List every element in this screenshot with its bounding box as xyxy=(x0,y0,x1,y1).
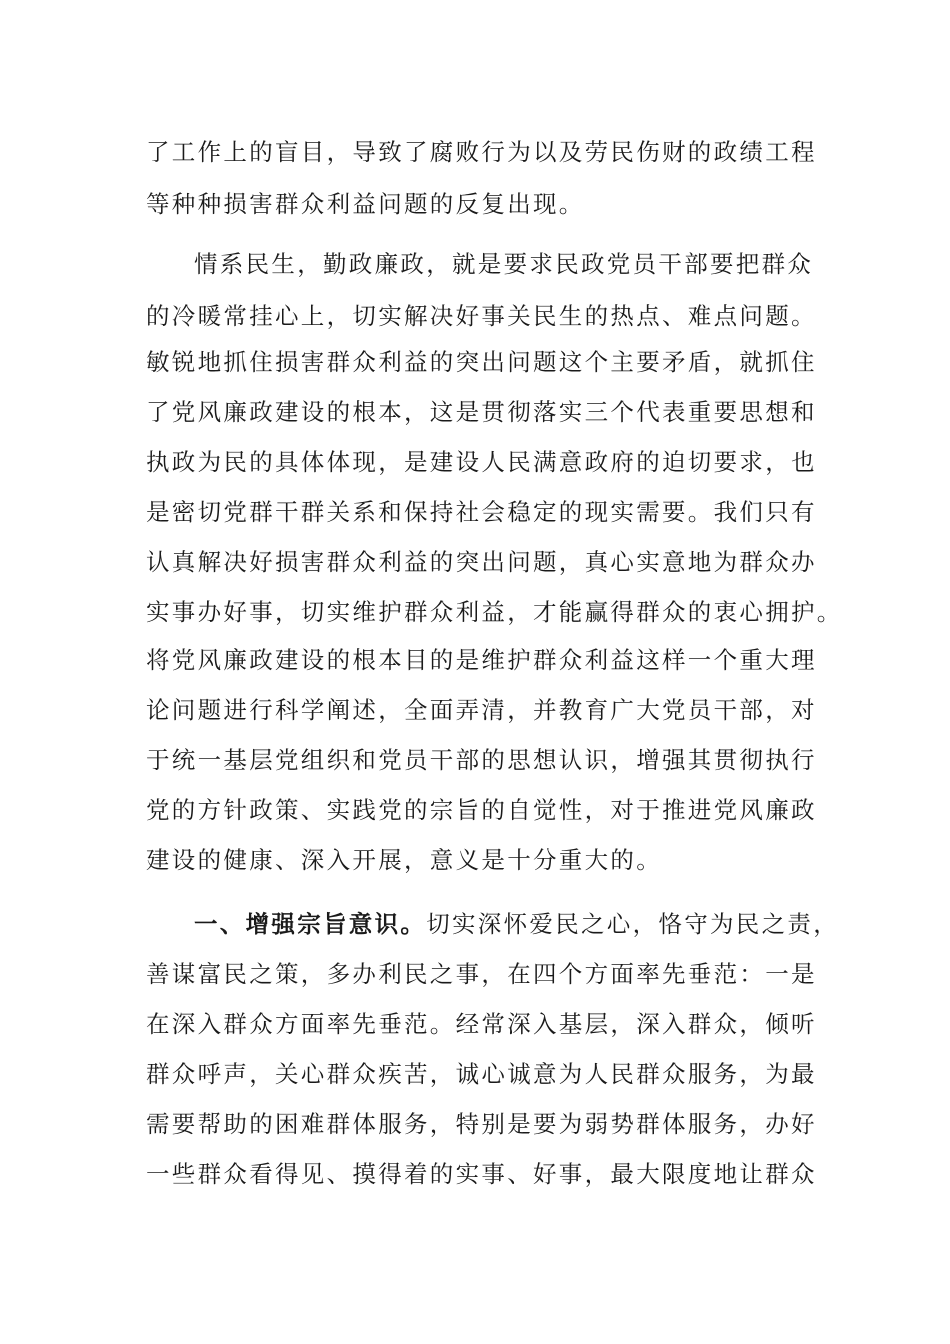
text-line xyxy=(194,898,839,950)
text-line: 建设的健康、深入开展，意义是十分重大的。 xyxy=(146,846,662,874)
text-line: 需要帮助的困难群体服务，特别是要为弱势群体服务，办好 xyxy=(146,1110,817,1138)
text-line: 实事办好事，切实维护群众利益，才能赢得群众的衷心拥护。 xyxy=(146,598,843,626)
text-line: 于统一基层党组织和党员干部的思想认识，增强其贯彻执行 xyxy=(146,746,817,774)
text-line: 群众呼声，关心群众疾苦，诚心诚意为人民群众服务，为最 xyxy=(146,1060,817,1088)
text-line: 一些群众看得见、摸得着的实事、好事，最大限度地让群众 xyxy=(146,1160,817,1188)
text-line: 将党风廉政建设的根本目的是维护群众利益这样一个重大理 xyxy=(146,646,817,674)
text-line: 认真解决好损害群众利益的突出问题，真心实意地为群众办 xyxy=(146,548,817,576)
text-line: 情系民生，勤政廉政，就是要求民政党员干部要把群众 xyxy=(194,250,814,278)
text-line: 了党风廉政建设的根本，这是贯彻落实三个代表重要思想和 xyxy=(146,398,817,426)
text-line: 善谋富民之策，多办利民之事，在四个方面率先垂范：一是 xyxy=(146,960,817,988)
text-line: 等种种损害群众利益问题的反复出现。 xyxy=(146,190,585,218)
text-line: 论问题进行科学阐述，全面弄清，并教育广大党员干部，对 xyxy=(146,696,817,724)
text-line: 在深入群众方面率先垂范。经常深入基层，深入群众，倾听 xyxy=(146,1010,817,1038)
text-line: 执政为民的具体体现，是建设人民满意政府的迫切要求，也 xyxy=(146,448,817,476)
section-heading: 一、增强宗旨意识。 xyxy=(194,910,427,938)
text-line: 敏锐地抓住损害群众利益的突出问题这个主要矛盾，就抓住 xyxy=(146,348,817,376)
text-line: 的冷暖常挂心上，切实解决好事关民生的热点、难点问题。 xyxy=(146,302,817,330)
text-line: 党的方针政策、实践党的宗旨的自觉性，对于推进党风廉政 xyxy=(146,796,817,824)
text-line: 是密切党群干群关系和保持社会稳定的现实需要。我们只有 xyxy=(146,498,817,526)
text-line: 了工作上的盲目，导致了腐败行为以及劳民伤财的政绩工程 xyxy=(146,138,817,166)
section-heading-rest: 切实深怀爱民之心，恪守为民之责， xyxy=(426,910,840,938)
